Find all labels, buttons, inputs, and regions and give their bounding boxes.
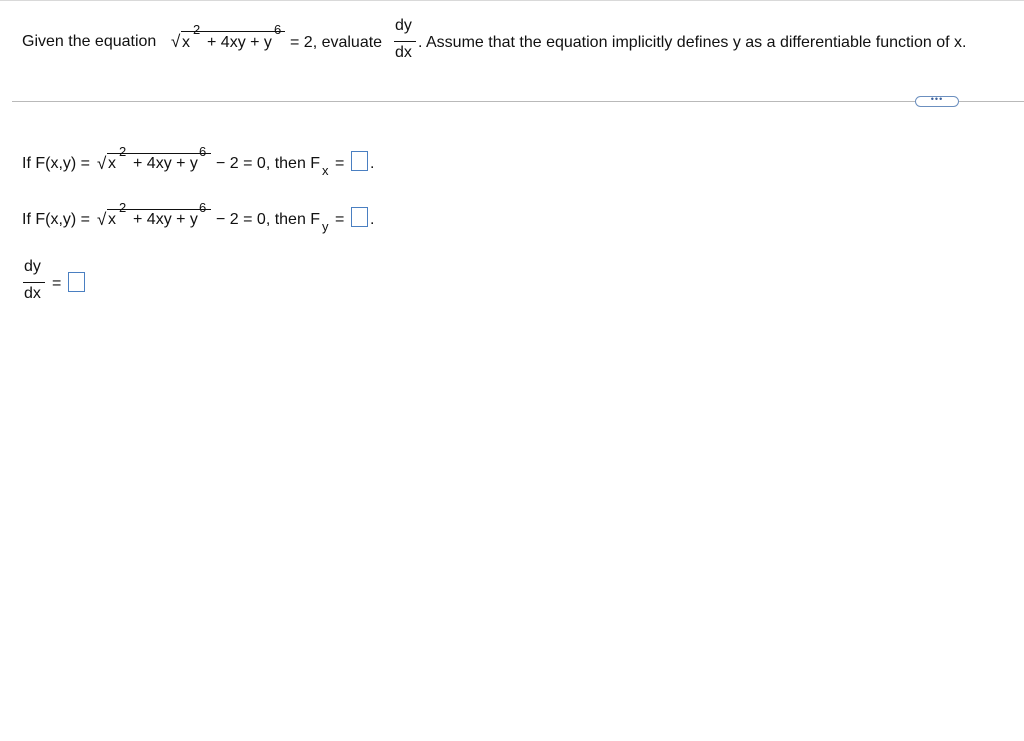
- section-divider: [12, 101, 1024, 102]
- sqrt-symbol: √: [171, 32, 181, 51]
- part-fy-x-exponent: 2: [119, 200, 127, 215]
- dydx-answer-input[interactable]: [68, 272, 85, 292]
- more-options-button[interactable]: [915, 96, 959, 107]
- dydx-fraction-bar: [23, 282, 45, 283]
- question-suffix: . Assume that the equation implicitly defines y as a differentiable function of x.: [418, 34, 967, 51]
- part-fx-period: .: [370, 155, 375, 172]
- question-fraction-bar: [394, 41, 416, 42]
- part-fx-prefix: If F(x,y) =: [22, 155, 90, 172]
- question-fraction-numerator: dy: [395, 17, 412, 34]
- part-fy-prefix: If F(x,y) =: [22, 211, 90, 228]
- fy-answer-input[interactable]: [351, 207, 368, 227]
- part-fy-subscript: y: [322, 219, 329, 234]
- part-fy-x: x: [108, 211, 116, 228]
- part-fx-subscript: x: [322, 163, 329, 178]
- sqrt-symbol: √: [97, 210, 107, 229]
- part-fx-rest: − 2 = 0, then F: [216, 155, 321, 172]
- question-eq-x: x: [182, 34, 190, 51]
- part-fy-equals: =: [335, 211, 345, 228]
- question-eq-middle: + 4xy + y: [207, 34, 272, 51]
- part-fy-middle: + 4xy + y: [133, 211, 198, 228]
- dydx-equals: =: [52, 275, 62, 292]
- dydx-denominator: dx: [24, 285, 41, 302]
- part-fx-equals: =: [335, 155, 345, 172]
- part-fx-middle: + 4xy + y: [133, 155, 198, 172]
- question-eq-y-exponent: 6: [274, 22, 282, 37]
- question-eq-x-exponent: 2: [193, 22, 201, 37]
- part-fx-y-exponent: 6: [199, 144, 207, 159]
- part-fy-y-exponent: 6: [199, 200, 207, 215]
- question-prefix: Given the equation: [22, 33, 157, 50]
- question-fraction-denominator: dx: [395, 44, 412, 61]
- part-fx-x: x: [108, 155, 116, 172]
- sqrt-symbol: √: [97, 154, 107, 173]
- ellipsis-icon: •••: [930, 94, 944, 104]
- dydx-numerator: dy: [24, 258, 41, 275]
- part-fy-rest: − 2 = 0, then F: [216, 211, 321, 228]
- part-fx-x-exponent: 2: [119, 144, 127, 159]
- part-fy-period: .: [370, 211, 375, 228]
- fx-answer-input[interactable]: [351, 151, 368, 171]
- top-border: [0, 0, 1024, 1]
- question-eq-rhs: = 2, evaluate: [290, 34, 383, 51]
